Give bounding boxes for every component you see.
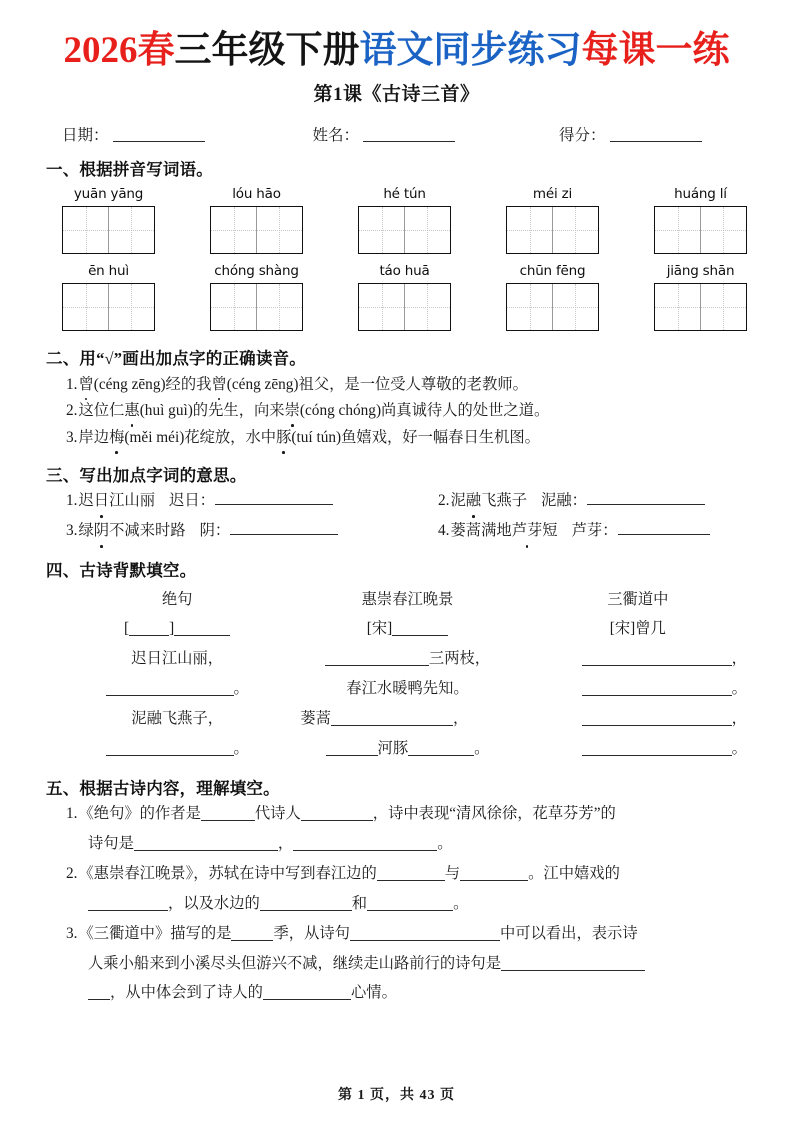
poem-punct: ，: [452, 709, 469, 727]
poem-author: [523, 614, 753, 644]
answer-blank[interactable]: [215, 488, 333, 505]
pinyin-label: huáng lí: [674, 185, 727, 202]
pinyin-label: lóu hāo: [232, 185, 281, 202]
poem-punct: 。: [731, 679, 747, 697]
pinyin-cell[interactable]: [210, 263, 303, 331]
tianzige-box[interactable]: [654, 206, 747, 254]
pinyin-grid-block: [0, 186, 793, 331]
date-label: 日期：: [62, 126, 109, 144]
page-title: [0, 30, 793, 73]
title-segment-series: 每课一练: [581, 30, 730, 71]
pinyin-label: jiāng shān: [666, 262, 735, 279]
pinyin-cell[interactable]: [654, 263, 747, 331]
pinyin-label: ēn huì: [88, 262, 129, 279]
item-number: 2.: [438, 491, 450, 509]
dotted-char: 梅: [109, 425, 124, 452]
dotted-char: 芦芽: [512, 516, 543, 546]
question-number: 3.: [66, 429, 78, 447]
name-field[interactable]: [313, 123, 456, 145]
title-segment-grade: 三年级下册: [174, 30, 360, 71]
title-segment-year: 2026春: [63, 30, 175, 71]
dotted-char: 日: [94, 486, 109, 516]
poem-title: 三衢道中: [607, 590, 669, 608]
answer-label: 阴：: [199, 521, 231, 539]
answer-blank[interactable]: [377, 865, 445, 882]
question-text: 这位仁: [78, 402, 125, 420]
tianzige-box[interactable]: [358, 206, 451, 254]
score-field[interactable]: [559, 123, 702, 145]
question-text: 。: [437, 835, 453, 853]
dotted-char: 融: [466, 486, 481, 516]
poem-line: [292, 674, 522, 704]
phrase-post: 短: [542, 521, 558, 539]
answer-blank[interactable]: [618, 518, 710, 535]
poem-punct: 。: [474, 739, 490, 757]
poem-line[interactable]: [62, 674, 292, 704]
pinyin-label: méi zi: [532, 185, 573, 202]
question-item[interactable]: [0, 859, 793, 919]
poem-line[interactable]: [523, 734, 753, 764]
answer-blank[interactable]: [88, 984, 110, 1001]
answer-blank[interactable]: [231, 924, 273, 941]
author-dynasty: [宋]: [366, 620, 393, 638]
question-text: 季，从诗句: [273, 924, 350, 942]
poem-blank[interactable]: [582, 679, 732, 696]
pinyin-label: chóng shàng: [214, 262, 299, 279]
answer-blank[interactable]: [134, 835, 278, 852]
section-5-questions: [0, 799, 793, 1008]
question-text: ，: [277, 835, 294, 853]
question-number: 2.: [66, 865, 78, 883]
meaning-item[interactable]: [438, 516, 710, 546]
author-bracket-open: [: [124, 620, 130, 638]
poem-line[interactable]: [523, 644, 753, 674]
question-text: 《三衢道中》描写的是: [78, 924, 232, 942]
poem-blank[interactable]: [582, 709, 732, 726]
poem-line[interactable]: [62, 734, 292, 764]
poem-line-text: 三两枝，: [428, 650, 491, 668]
tianzige-box[interactable]: [62, 283, 155, 331]
poem-punct: 。: [233, 739, 249, 757]
phrase-pre: 蒌蒿满地: [450, 521, 512, 539]
meaning-item[interactable]: [66, 516, 438, 546]
question-item[interactable]: [0, 799, 793, 859]
poem-line-text: 蒌蒿: [300, 709, 331, 727]
pinyin-cell[interactable]: [62, 186, 155, 254]
question-item[interactable]: [0, 919, 793, 1008]
pinyin-cell[interactable]: [358, 186, 451, 254]
pinyin-cell[interactable]: [62, 263, 155, 331]
section-2-questions: [0, 372, 793, 452]
poem-line[interactable]: [292, 734, 522, 764]
pinyin-cell[interactable]: [506, 186, 599, 254]
tianzige-box[interactable]: [210, 206, 303, 254]
section-heading-5: 五、根据古诗内容，理解填空。: [46, 779, 280, 799]
section-heading-3: 三、写出加点字词的意思。: [46, 465, 247, 485]
question-text: 《惠崇春江晚景》，苏轼在诗中写到春江边的: [78, 865, 377, 883]
dotted-char: 崇: [285, 398, 300, 425]
poem-line-text: 春江水暖鸭先知。: [346, 679, 469, 697]
question-text: (tuí tún)鱼嬉戏，好一幅春日生机图。: [291, 429, 540, 447]
meaning-item[interactable]: [66, 486, 438, 516]
pinyin-cell[interactable]: [210, 186, 303, 254]
poem-line: [62, 644, 292, 674]
question-text: 中可以看出，表示诗: [499, 924, 638, 942]
tianzige-box[interactable]: [62, 206, 155, 254]
poem-blank[interactable]: [326, 739, 378, 756]
poem-line[interactable]: [292, 644, 522, 674]
poem-line[interactable]: [292, 704, 522, 734]
answer-blank[interactable]: [88, 894, 168, 911]
date-blank[interactable]: [113, 125, 205, 142]
poem-author[interactable]: [292, 614, 522, 644]
phrase-post: 不减来时路: [109, 521, 186, 539]
phrase-pre: 泥: [450, 491, 466, 509]
phrase-post: 江山丽: [109, 491, 156, 509]
question-line[interactable]: [66, 949, 751, 979]
item-number: 1.: [66, 491, 78, 509]
author-bracket-close: ]: [169, 620, 175, 638]
question-number: 3.: [66, 924, 78, 942]
question-text: 诗句是: [88, 835, 134, 853]
section-heading-2: 二、用“√”画出加点字的正确读音。: [46, 348, 306, 368]
question-item[interactable]: [0, 425, 793, 452]
answer-blank[interactable]: [263, 984, 351, 1001]
question-text: 与: [444, 865, 461, 883]
poem-punct: 。: [731, 739, 747, 757]
dotted-char: 惠: [124, 398, 139, 425]
pinyin-label: chūn fēng: [519, 262, 586, 279]
dynasty-blank[interactable]: [129, 620, 169, 637]
tianzige-box[interactable]: [210, 283, 303, 331]
pinyin-label: hé tún: [383, 185, 426, 202]
item-number: 4.: [438, 521, 450, 539]
poem-title: 惠崇春江晚景: [361, 590, 454, 608]
poem-blank[interactable]: [331, 709, 453, 726]
answer-label: 芦芽：: [571, 521, 618, 539]
question-text: ，从中体会到了诗人的: [110, 984, 263, 1002]
answer-blank[interactable]: [230, 518, 338, 535]
poem-line[interactable]: [523, 674, 753, 704]
author-text: [宋]曾几: [609, 620, 666, 638]
item-number: 3.: [66, 521, 78, 539]
dotted-char: 曾: [78, 372, 93, 399]
question-text: ，诗中表现“清风徐徐，花草芬芳”的: [372, 805, 616, 823]
name-blank[interactable]: [363, 125, 455, 142]
poem-blank[interactable]: [325, 650, 429, 667]
question-number: 1.: [66, 805, 78, 823]
question-text: 。江中嬉戏的: [528, 865, 620, 883]
question-text: 岸边: [78, 429, 110, 447]
date-field[interactable]: [62, 123, 205, 145]
lesson-subtitle: 第1课《古诗三首》: [313, 83, 480, 105]
poem-blank[interactable]: [582, 650, 732, 667]
score-label: 得分：: [559, 126, 606, 144]
question-text: (céng zēng)经的我: [93, 375, 212, 393]
question-text: (cóng chóng)尚真诚待人的处世之道。: [299, 402, 550, 420]
section-heading-4: 四、古诗背默填空。: [46, 560, 197, 580]
poem-blank[interactable]: [106, 739, 234, 756]
answer-blank[interactable]: [587, 488, 705, 505]
question-line[interactable]: [66, 799, 751, 829]
page-footer: 第 1 页，共 43 页: [338, 1088, 455, 1103]
meaning-item[interactable]: [438, 486, 705, 516]
meta-row: [0, 123, 793, 145]
poet-blank[interactable]: [174, 620, 230, 637]
meaning-row: [0, 516, 793, 546]
question-line[interactable]: [66, 889, 751, 919]
question-number: 1.: [66, 375, 78, 393]
poem-punct: ，: [731, 650, 747, 668]
question-item[interactable]: [0, 372, 793, 399]
answer-label: 泥融：: [541, 491, 587, 509]
meaning-row: [0, 486, 793, 516]
question-text: 心情。: [350, 984, 397, 1002]
question-line[interactable]: [66, 919, 751, 949]
poem-line-text: 迟日江山丽，: [131, 650, 224, 668]
question-line[interactable]: [66, 978, 751, 1008]
title-segment-subject: 语文同步练习: [359, 30, 582, 71]
poem-line-text: 河豚: [377, 739, 409, 757]
score-blank[interactable]: [610, 125, 702, 142]
poet-blank[interactable]: [392, 620, 448, 637]
pinyin-cell[interactable]: [506, 263, 599, 331]
answer-blank[interactable]: [201, 805, 255, 822]
tianzige-box[interactable]: [358, 283, 451, 331]
question-item[interactable]: [0, 398, 793, 425]
tianzige-box[interactable]: [654, 283, 747, 331]
tianzige-box[interactable]: [506, 206, 599, 254]
answer-label: 迟日：: [169, 491, 215, 509]
poem-blank[interactable]: [582, 739, 732, 756]
pinyin-label: yuān yāng: [73, 185, 144, 202]
section-3-items: [0, 486, 793, 546]
poem-author[interactable]: [62, 614, 292, 644]
name-label: 姓名：: [312, 126, 360, 144]
poem-title: 绝句: [161, 590, 193, 608]
dotted-char: 豚: [276, 425, 291, 452]
poem-line-text: 泥融飞燕子，: [131, 709, 224, 727]
answer-blank[interactable]: [260, 894, 352, 911]
question-text: (céng zēng)祖父，是一位受人尊敬的老教师。: [226, 375, 528, 393]
pinyin-row-1: [0, 186, 793, 254]
poem-columns: [0, 585, 793, 764]
phrase-pre: 迟: [78, 491, 94, 509]
question-line[interactable]: [66, 859, 751, 889]
pinyin-label: táo huā: [379, 262, 430, 279]
answer-blank[interactable]: [350, 924, 500, 941]
pinyin-row-2: [0, 263, 793, 331]
poem-column-3: [523, 585, 753, 764]
poem-blank[interactable]: [106, 679, 234, 696]
answer-blank[interactable]: [501, 954, 645, 971]
poem-punct: 。: [233, 679, 249, 697]
question-text: 《绝句》的作者是: [78, 805, 201, 823]
pinyin-cell[interactable]: [654, 186, 747, 254]
poem-column-1: [62, 585, 292, 764]
question-text: 和: [351, 894, 368, 912]
dotted-char: 曾: [211, 372, 226, 399]
question-text: (huì guì)的先生，向来: [139, 402, 285, 420]
question-text: 人乘小船来到小溪尽头但游兴不减，继续走山路前行的诗句是: [88, 954, 502, 972]
question-line[interactable]: [66, 829, 751, 859]
phrase-post: 飞燕子: [481, 491, 528, 509]
question-text: 。: [453, 894, 469, 912]
phrase-pre: 绿: [78, 521, 94, 539]
question-text: (měi méi)花绽放，水中: [124, 429, 277, 447]
poem-blank[interactable]: [408, 739, 474, 756]
question-number: 2.: [66, 402, 78, 420]
dotted-char: 阴: [94, 516, 109, 546]
section-heading-1: 一、根据拼音写词语。: [46, 159, 213, 179]
pinyin-cell[interactable]: [358, 263, 451, 331]
poem-line: [62, 704, 292, 734]
poem-column-2: [292, 585, 522, 764]
tianzige-box[interactable]: [506, 283, 599, 331]
poem-line[interactable]: [523, 704, 753, 734]
answer-blank[interactable]: [367, 894, 453, 911]
question-text: ，以及水边的: [168, 894, 260, 912]
answer-blank[interactable]: [301, 805, 373, 822]
answer-blank[interactable]: [293, 835, 437, 852]
question-text: 代诗人: [254, 805, 301, 823]
answer-blank[interactable]: [460, 865, 528, 882]
poem-punct: ，: [731, 709, 747, 727]
title-block: [0, 0, 793, 106]
